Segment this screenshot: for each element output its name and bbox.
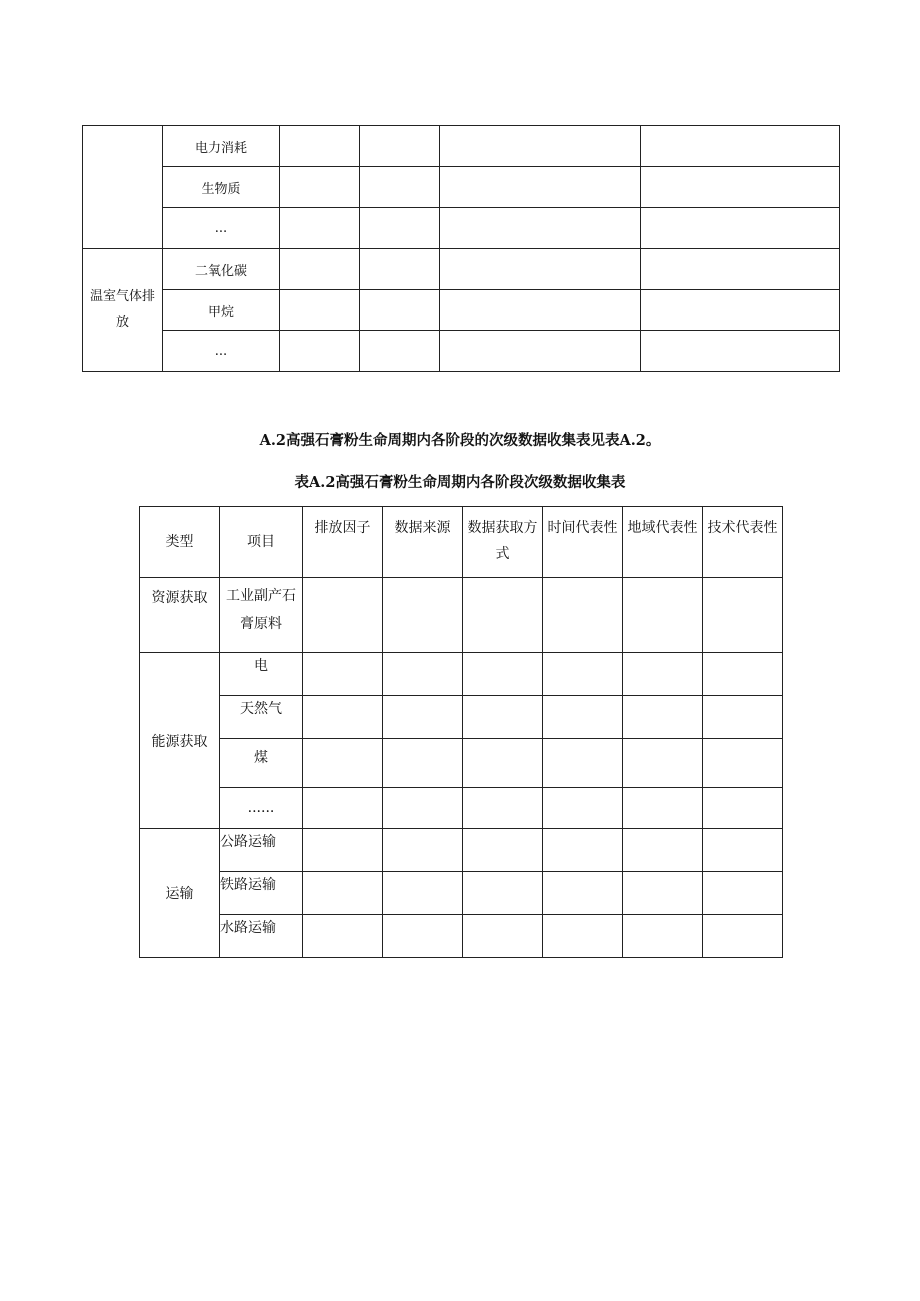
data-cell xyxy=(360,249,440,290)
table-row xyxy=(140,696,783,739)
item-cell: ...... xyxy=(220,788,303,829)
data-cell xyxy=(703,739,783,788)
data-cell xyxy=(383,578,463,653)
data-cell xyxy=(623,696,703,739)
data-cell xyxy=(360,126,440,167)
header-data-source: 数据来源 xyxy=(383,507,463,578)
header-item: 项目 xyxy=(220,507,303,578)
data-cell xyxy=(703,578,783,653)
data-cell xyxy=(303,578,383,653)
item-cell: 电 xyxy=(220,653,303,696)
type-cell xyxy=(83,126,163,249)
section-heading: A.2高强石膏粉生命周期内各阶段的次级数据收集表见表A.2。 xyxy=(259,432,661,449)
lifecycle-data-table-continued xyxy=(82,125,840,372)
data-cell xyxy=(280,126,360,167)
item-cell: 二氧化碳 xyxy=(163,249,280,290)
data-cell xyxy=(383,872,463,915)
data-cell xyxy=(303,829,383,872)
data-cell xyxy=(463,872,543,915)
header-emission-factor: 排放因子 xyxy=(303,507,383,578)
data-cell xyxy=(641,331,840,372)
data-cell xyxy=(543,788,623,829)
data-cell xyxy=(703,872,783,915)
data-cell xyxy=(280,208,360,249)
secondary-data-table xyxy=(139,506,783,958)
data-cell xyxy=(303,915,383,958)
item-cell: 电力消耗 xyxy=(163,126,280,167)
item-cell: 铁路运输 xyxy=(220,872,303,915)
data-cell xyxy=(463,915,543,958)
data-cell xyxy=(623,739,703,788)
data-cell xyxy=(383,739,463,788)
table-row xyxy=(140,788,783,829)
table-row xyxy=(140,739,783,788)
item-cell: 煤 xyxy=(220,739,303,788)
item-cell: ... xyxy=(163,331,280,372)
data-cell xyxy=(543,653,623,696)
item-cell: 甲烷 xyxy=(163,290,280,331)
data-cell xyxy=(383,788,463,829)
data-cell xyxy=(280,290,360,331)
data-cell xyxy=(303,696,383,739)
data-cell xyxy=(703,696,783,739)
table-row xyxy=(83,290,840,331)
type-cell: 资源获取 xyxy=(140,578,220,653)
data-cell xyxy=(280,167,360,208)
header-geographic-representativeness: 地域代表性 xyxy=(623,507,703,578)
data-cell xyxy=(280,249,360,290)
table-row xyxy=(83,249,840,290)
data-cell xyxy=(543,696,623,739)
data-cell xyxy=(543,872,623,915)
data-cell xyxy=(440,249,641,290)
header-type: 类型 xyxy=(140,507,220,578)
data-cell xyxy=(623,829,703,872)
header-acquisition-method: 数据获取方式 xyxy=(463,507,543,578)
table-row xyxy=(83,331,840,372)
data-cell xyxy=(703,829,783,872)
data-cell xyxy=(463,739,543,788)
table-row xyxy=(83,208,840,249)
table-row xyxy=(140,578,783,653)
data-cell xyxy=(440,208,641,249)
data-cell xyxy=(360,290,440,331)
data-cell xyxy=(463,788,543,829)
data-cell xyxy=(440,331,641,372)
table-caption: 表A.2高强石膏粉生命周期内各阶段次级数据收集表 xyxy=(294,474,626,491)
data-cell xyxy=(543,578,623,653)
type-cell: 能源获取 xyxy=(140,653,220,829)
item-cell: 水路运输 xyxy=(220,915,303,958)
data-cell xyxy=(641,249,840,290)
data-cell xyxy=(623,578,703,653)
table-row xyxy=(83,126,840,167)
data-cell xyxy=(543,829,623,872)
item-cell: ... xyxy=(163,208,280,249)
data-cell xyxy=(280,331,360,372)
table-row xyxy=(140,872,783,915)
data-cell xyxy=(440,290,641,331)
header-time-representativeness: 时间代表性 xyxy=(543,507,623,578)
data-cell xyxy=(383,696,463,739)
type-cell: 温室气体排放 xyxy=(83,249,163,372)
data-cell xyxy=(463,829,543,872)
header-technology-representativeness: 技术代表性 xyxy=(703,507,783,578)
table-row xyxy=(140,653,783,696)
table-row xyxy=(140,829,783,872)
data-cell xyxy=(303,653,383,696)
data-cell xyxy=(463,653,543,696)
data-cell xyxy=(463,578,543,653)
type-cell: 运输 xyxy=(140,829,220,958)
data-cell xyxy=(383,653,463,696)
data-cell xyxy=(463,696,543,739)
data-cell xyxy=(703,653,783,696)
data-cell xyxy=(641,126,840,167)
data-cell xyxy=(543,915,623,958)
item-cell: 生物质 xyxy=(163,167,280,208)
item-cell: 天然气 xyxy=(220,696,303,739)
data-cell xyxy=(303,739,383,788)
data-cell xyxy=(440,126,641,167)
item-cell: 工业副产石膏原料 xyxy=(220,578,303,653)
data-cell xyxy=(641,290,840,331)
data-cell xyxy=(360,167,440,208)
data-cell xyxy=(440,167,641,208)
data-cell xyxy=(703,915,783,958)
data-cell xyxy=(641,208,840,249)
data-cell xyxy=(303,788,383,829)
data-cell xyxy=(623,653,703,696)
data-cell xyxy=(383,829,463,872)
data-cell xyxy=(360,208,440,249)
data-cell xyxy=(703,788,783,829)
item-cell: 公路运输 xyxy=(220,829,303,872)
data-cell xyxy=(303,872,383,915)
data-cell xyxy=(623,788,703,829)
table-row xyxy=(83,167,840,208)
header-row xyxy=(140,507,783,578)
data-cell xyxy=(623,872,703,915)
table-row xyxy=(140,915,783,958)
data-cell xyxy=(623,915,703,958)
data-cell xyxy=(543,739,623,788)
data-cell xyxy=(641,167,840,208)
data-cell xyxy=(360,331,440,372)
data-cell xyxy=(383,915,463,958)
